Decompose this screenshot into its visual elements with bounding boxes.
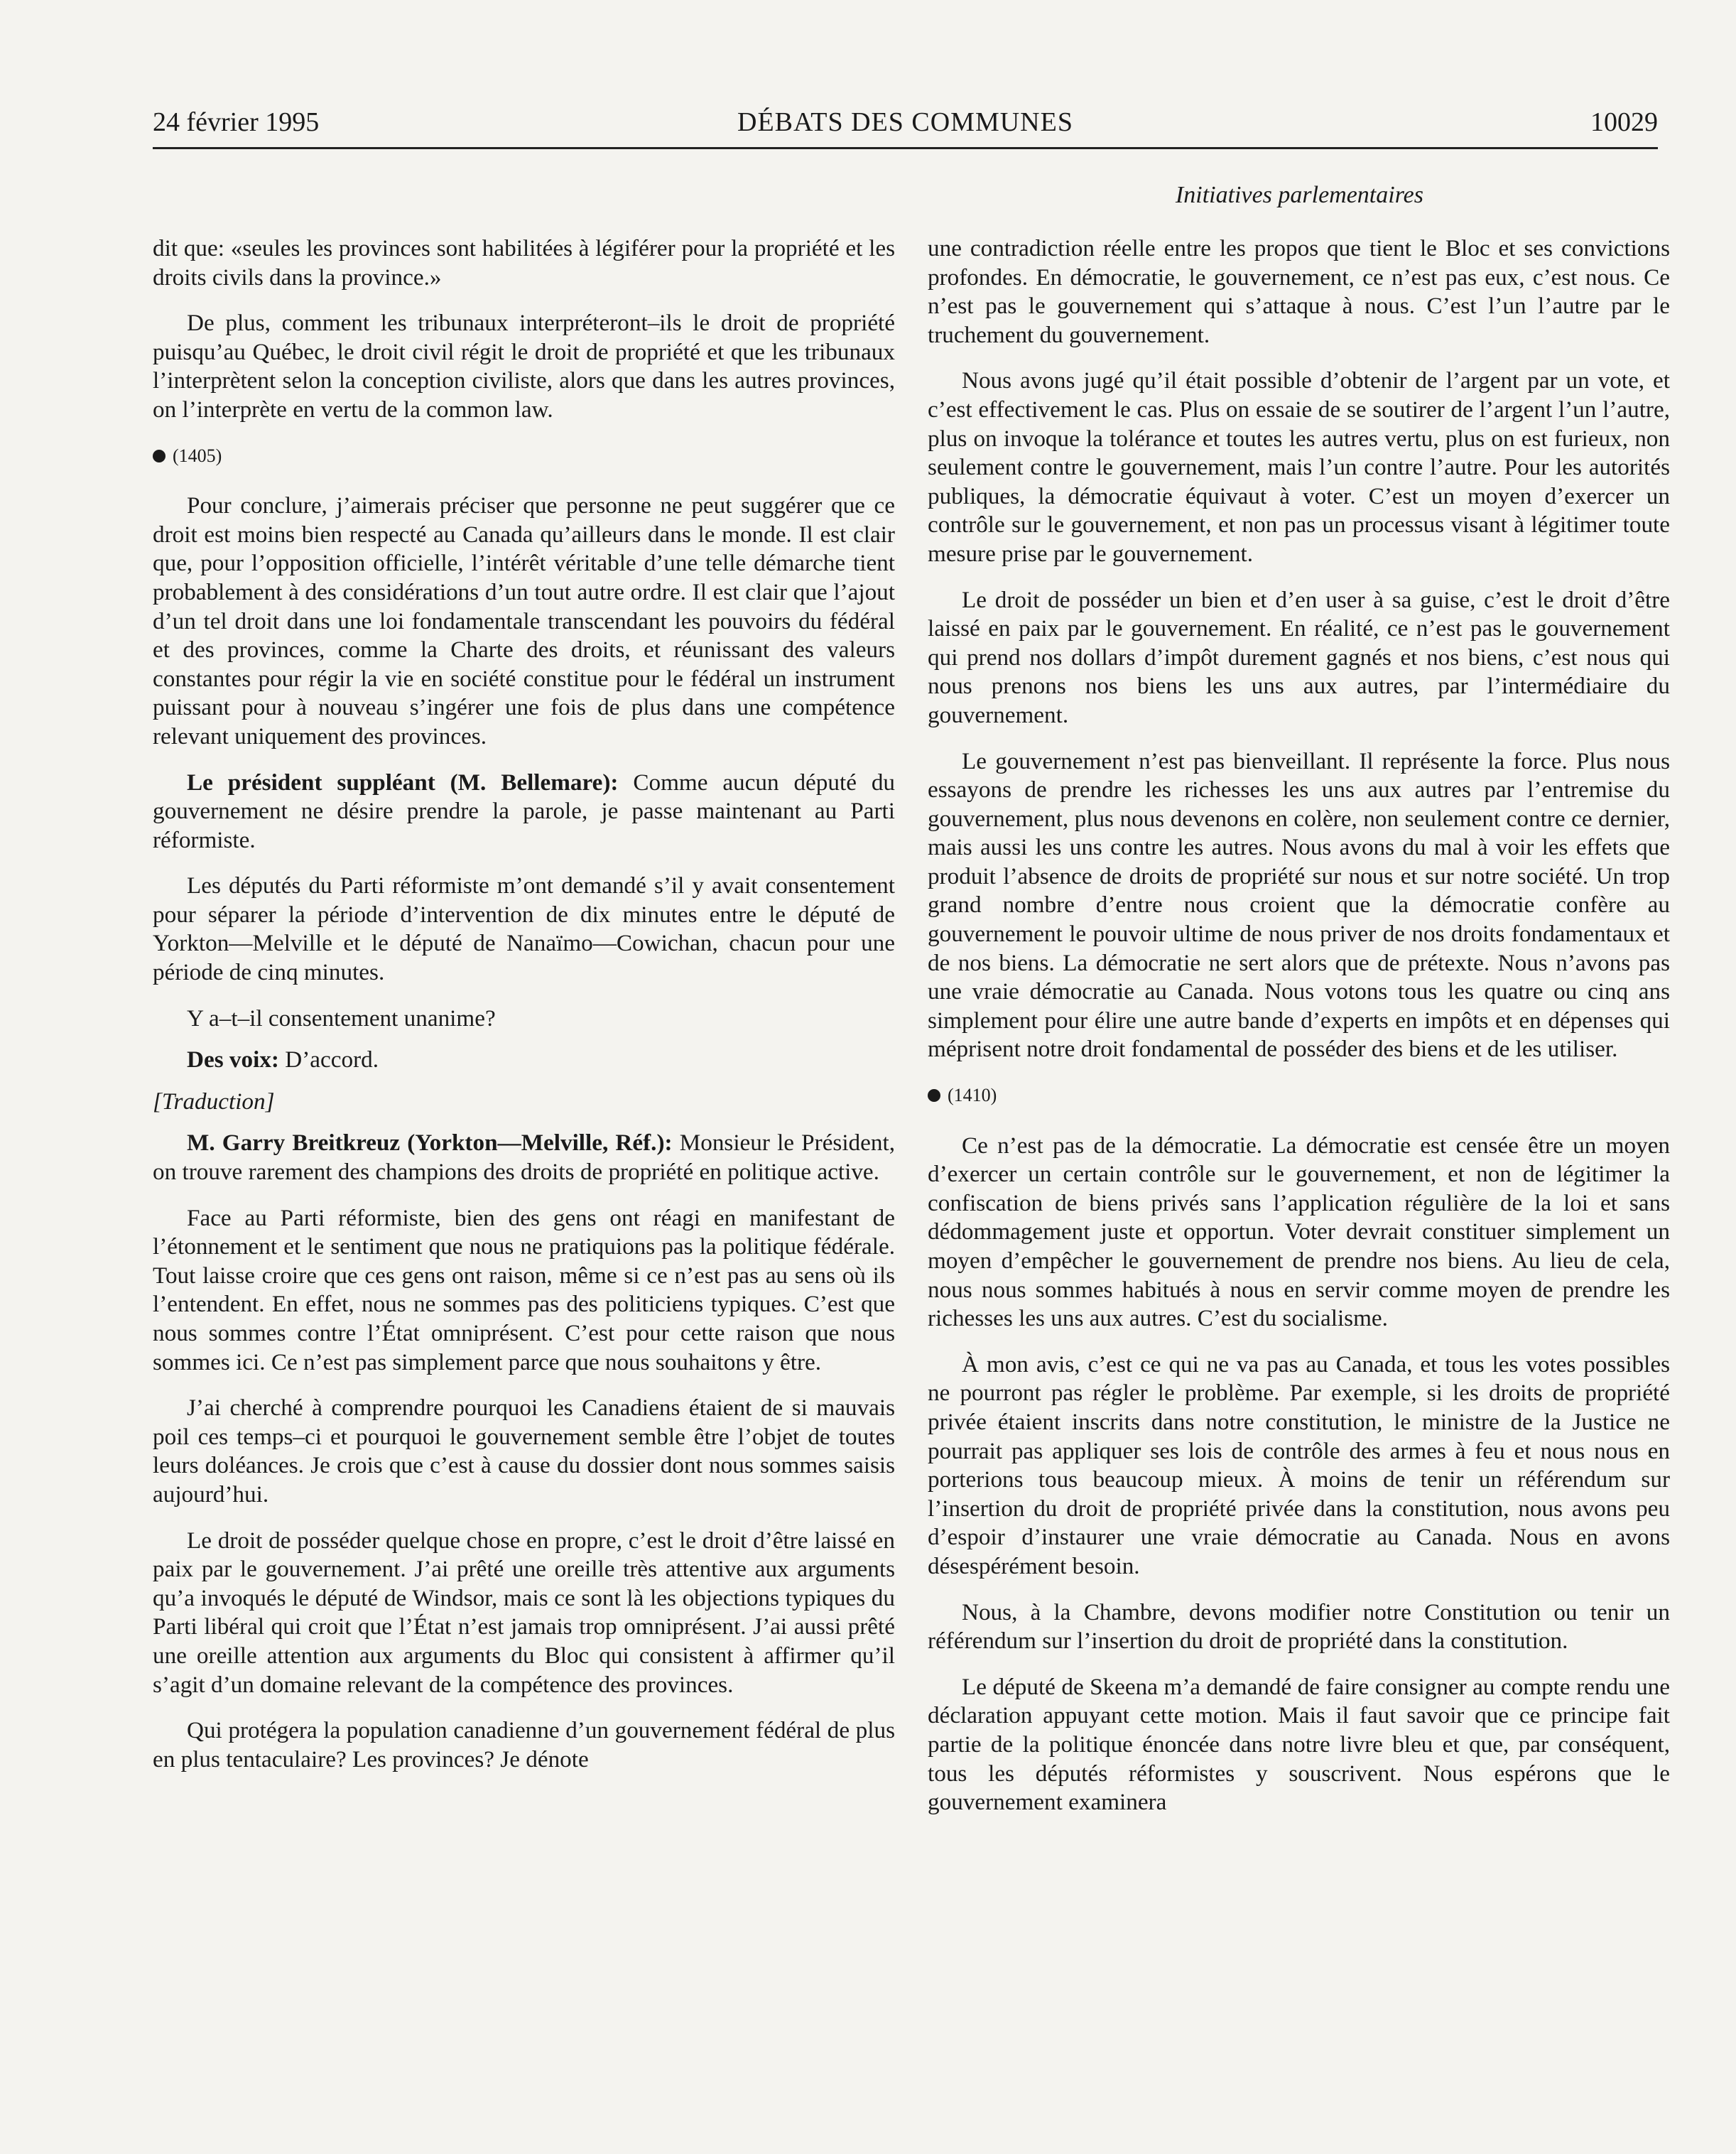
header-date: 24 février 1995	[153, 107, 320, 137]
paragraph: Le député de Skeena m’a demandé de faire consigner au compte rendu une déclaration appuyant cette motion. Mais il faut savoir que ce principe fait partie de la politique énoncée dans notre livre bleu et que, par conséquent, tous les députés réformistes y souscrivent. Nous espérons que le gouvernement examinera	[928, 1673, 1670, 1816]
bullet-icon	[928, 1089, 940, 1102]
speech-text: Monsieur le Président, on trouve rarement des champions des droits de propriété en politique active.	[153, 1130, 895, 1186]
translation-note: [Traduction]	[153, 1088, 275, 1115]
paragraph: À mon avis, c’est ce qui ne va pas au Canada, et tous les votes possibles ne pourront pas régler le problème. Par exemple, si les droits de propriété privée étaient inscrits dans notre constitution, le ministre de la Justice ne pourrait pas appliquer ses lois de contrôle des armes à feu et nous nous en porterions tous beaucoup mieux. À moins de tenir un référendum sur l’insertion du droit de propriété privée dans la constitution, nous avons peu d’espoir d’instaurer une vraie démocratie au Canada. Nous en avons désespérément besoin.	[928, 1351, 1670, 1579]
speech-paragraph	[153, 769, 895, 855]
time-marker	[928, 1081, 1670, 1110]
speech-paragraph	[153, 1046, 895, 1075]
paragraph: Qui protégera la population canadienne d’un gouvernement fédéral de plus en plus tentaculaire? Les provinces? Je dénote	[153, 1717, 895, 1773]
header-title: DÉBATS DES COMMUNES	[737, 107, 1073, 137]
speech-text: D’accord.	[278, 1046, 379, 1073]
bullet-icon	[153, 450, 166, 462]
page-number: 10029	[1590, 107, 1658, 137]
paragraph: Pour conclure, j’aimerais préciser que personne ne peut suggérer que ce droit est moins bien respecté au Canada qu’ailleurs dans le monde. Il est clair que, pour l’opposition officielle, l’intérêt véritable d’une telle démarche tient probablement à des considérations d’un tout autre ordre. Il est clair que l’ajout d’un tel droit dans une loi fondamentale transcendant les pouvoirs du fédéral et des provinces, comme la Charte des droits, et réunissant des valeurs constantes pour régir la vie en société constitue pour le fédéral un instrument puissant pour à nouveau s’ingérer une fois de plus dans une compétence relevant uniquement des provinces.	[153, 492, 895, 749]
paragraph: Y a–t–il consentement unanime?	[187, 1005, 496, 1032]
paragraph: une contradiction réelle entre les propos que tient le Bloc et ses convictions profondes. En démocratie, le gouvernement, ce n’est pas eux, c’est nous. Ce n’est pas le gouvernement qui s’attaque à nous. C’est l’un l’autre par le truchement du gouvernement.	[928, 235, 1670, 348]
paragraph: De plus, comment les tribunaux interpréteront–ils le droit de propriété puisqu’au Québec, le droit civil régit le droit de propriété et que les tribunaux l’interprètent selon la conception civiliste, alors que dans les autres provinces, on l’interprète en vertu de la common law.	[153, 310, 895, 423]
speech-text: Comme aucun député du gouvernement ne désire prendre la parole, je passe maintenant au Parti réformiste.	[153, 769, 896, 853]
paragraph: dit que: «seules les provinces sont habilitées à légiférer pour la propriété et les droits civils dans la province.»	[153, 235, 895, 291]
header-rule	[153, 147, 1658, 149]
paragraph: J’ai cherché à comprendre pourquoi les Canadiens étaient de si mauvais poil ces temps–ci et pourquoi le gouvernement semble être l’objet de toutes leurs doléances. Je crois que c’est à cause du dossier dont nous sommes saisis aujourd’hui.	[153, 1395, 895, 1508]
left-column	[153, 234, 895, 1791]
paragraph: Ce n’est pas de la démocratie. La démocratie est censée être un moyen d’exercer un certain contrôle sur le gouvernement, et non de légitimer la confiscation de biens privés sans l’application régulière de la loi et sans dédommagement juste et opportun. Voter devrait constituer simplement un moyen d’empêcher le gouvernement de prendre nos biens. Au lieu de cela, nous nous sommes habitués à nous en servir comme moyen de prendre les richesses les uns aux autres. C’est du socialisme.	[928, 1132, 1670, 1332]
paragraph: Le droit de posséder quelque chose en propre, c’est le droit d’être laissé en paix par le gouvernement. J’ai prêté une oreille très attentive aux arguments qu’a invoqués le député de Windsor, mais ce sont là les objections typiques du Parti libéral qui croit que l’État n’est jamais trop omniprésent. J’ai aussi prêté une oreille attention aux arguments du Bloc qui consistent à affirmer qu’il s’agit d’un domaine relevant de la compétence des provinces.	[153, 1527, 895, 1698]
paragraph: Nous avons jugé qu’il était possible d’obtenir de l’argent par un vote, et c’est effectivement le cas. Plus on essaie de se soutirer de l’argent l’un l’autre, plus on invoque la tolérance et toutes les autres vertu, plus on est furieux, non seulement contre le gouvernement, mais l’un contre l’autre. Pour les autorités publiques, la démocratie équivaut à voter. C’est un moyen d’exercer un contrôle sur le gouvernement, et non pas un processus visant à légitimer toute mesure prise par le gouvernement.	[928, 367, 1670, 567]
paragraph: Face au Parti réformiste, bien des gens ont réagi en manifestant de l’étonnement et le sentiment que nous ne pratiquions pas la politique fédérale. Tout laisse croire que ces gens ont raison, même si ce n’est pas au sens où ils l’entendent. En effet, nous ne sommes pas des politiciens typiques. C’est que nous sommes contre l’État omniprésent. C’est pour cette raison que nous sommes ici. Ce n’est pas simplement parce que nous souhaitons y être.	[153, 1204, 895, 1375]
paragraph: Les députés du Parti réformiste m’ont demandé s’il y avait consentement pour séparer la période d’intervention de dix minutes entre le député de Yorkton—Melville et le député de Nanaïmo—Cowichan, chacun pour une période de cinq minutes.	[153, 872, 895, 986]
paragraph: Le droit de posséder un bien et d’en user à sa guise, c’est le droit d’être laissé en paix par le gouvernement. En réalité, ce n’est pas le gouvernement qui prend nos dollars d’impôt durement gagnés et nos biens, c’est nous qui nous prenons nos biens les uns aux autres, par l’intermédiaire du gouvernement.	[928, 586, 1670, 728]
page-header	[153, 107, 1658, 149]
right-column	[928, 234, 1670, 1834]
speaker-name: Le président suppléant (M. Bellemare):	[187, 769, 619, 796]
speaker-name: M. Garry Breitkreuz (Yorkton—Melville, Réf.):	[187, 1130, 673, 1157]
speech-paragraph	[153, 1129, 895, 1186]
time-marker-label: (1410)	[948, 1085, 997, 1106]
time-marker-label: (1405)	[173, 445, 222, 466]
paragraph: Le gouvernement n’est pas bienveillant. Il représente la force. Plus nous essayons de prendre les richesses les uns aux autres par l’entremise du gouvernement, plus nous devenons en colère, non seulement contre ce dernier, mais aussi les uns contre les autres. Nous avons du mal à voir les effets que produit l’absence de droits de propriété sur nous et sur notre société. Un trop grand nombre d’entre nous croient que la démocratie confère au gouvernement le pouvoir ultime de nous priver de nos droits fondamentaux et de nos biens. La démocratie ne sert alors que de prétexte. Nous n’avons pas une vraie démocratie au Canada. Nous votons tous les quatre ou cinq ans simplement pour élire une autre bande d’experts en impôts et en dépenses qui méprisent notre droit fondamental de posséder des biens et de les utiliser.	[928, 747, 1670, 1063]
paragraph: Nous, à la Chambre, devons modifier notre Constitution ou tenir un référendum sur l’insertion du droit de propriété dans la constitution.	[928, 1598, 1670, 1655]
section-title: Initiatives parlementaires	[1175, 182, 1423, 208]
time-marker	[153, 442, 895, 471]
speaker-name: Des voix:	[187, 1046, 279, 1073]
